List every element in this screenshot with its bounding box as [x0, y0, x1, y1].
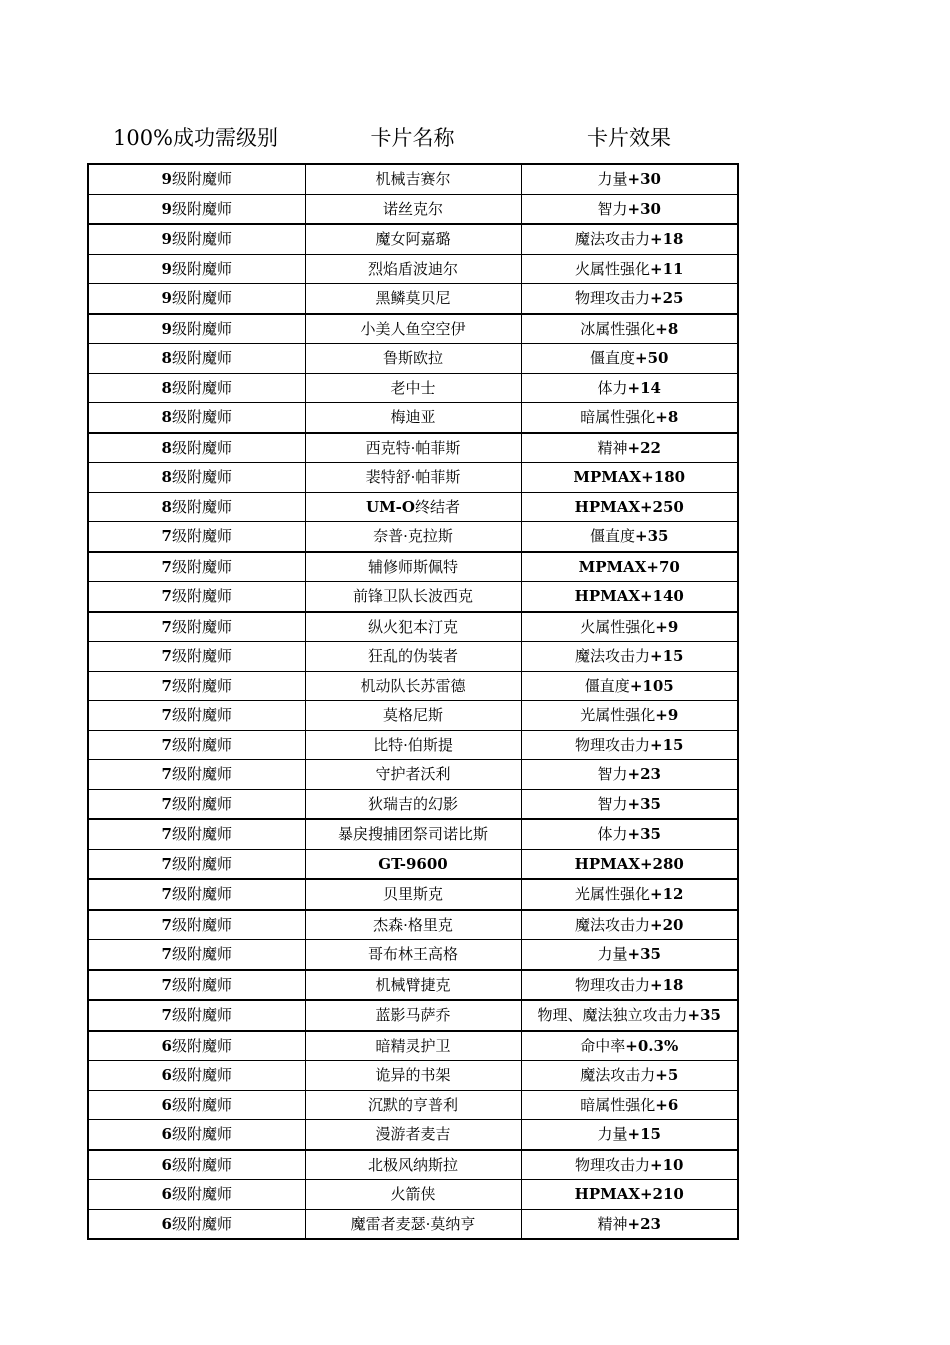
- cell-card-effect: 火属性强化+9: [521, 612, 738, 642]
- cell-card-name: 纵火犯本汀克: [305, 612, 521, 642]
- table-row: [88, 314, 738, 344]
- cell-level: 7级附魔师: [88, 819, 305, 849]
- cell-card-name: 沉默的亨普利: [305, 1090, 521, 1120]
- card-table: [87, 163, 739, 1240]
- table-row: [88, 224, 738, 254]
- cell-level: 8级附魔师: [88, 403, 305, 433]
- cell-card-name: 烈焰盾波迪尔: [305, 254, 521, 284]
- cell-card-effect: 魔法攻击力+20: [521, 910, 738, 940]
- cell-level: 6级附魔师: [88, 1090, 305, 1120]
- table-row: [88, 522, 738, 552]
- cell-card-name: 火箭侠: [305, 1180, 521, 1210]
- table-row: [88, 1180, 738, 1210]
- cell-card-name: 诡异的书架: [305, 1061, 521, 1091]
- cell-card-name: 比特·伯斯提: [305, 730, 521, 760]
- cell-level: 7级附魔师: [88, 910, 305, 940]
- cell-level: 9级附魔师: [88, 194, 305, 224]
- cell-level: 8级附魔师: [88, 373, 305, 403]
- cell-card-effect: 物理攻击力+10: [521, 1150, 738, 1180]
- table-row: [88, 970, 738, 1001]
- cell-level: 6级附魔师: [88, 1120, 305, 1150]
- cell-level: 7级附魔师: [88, 940, 305, 970]
- cell-card-name: 莫格尼斯: [305, 701, 521, 731]
- cell-level: 6级附魔师: [88, 1031, 305, 1061]
- cell-card-name: 诺丝克尔: [305, 194, 521, 224]
- header-card-effect: 卡片效果: [587, 126, 671, 150]
- cell-card-effect: 智力+35: [521, 789, 738, 819]
- cell-level: 6级附魔师: [88, 1150, 305, 1180]
- table-row: [88, 1150, 738, 1180]
- table-row: [88, 760, 738, 790]
- cell-card-name: 狂乱的伪装者: [305, 642, 521, 672]
- cell-card-name: 机械吉赛尔: [305, 164, 521, 194]
- cell-card-effect: 力量+15: [521, 1120, 738, 1150]
- cell-card-effect: MPMAX+70: [521, 552, 738, 582]
- cell-card-effect: 物理攻击力+15: [521, 730, 738, 760]
- cell-card-effect: HPMAX+140: [521, 582, 738, 612]
- table-row: [88, 879, 738, 910]
- cell-card-effect: 暗属性强化+6: [521, 1090, 738, 1120]
- cell-card-name: GT-9600: [305, 849, 521, 879]
- cell-card-name: 守护者沃利: [305, 760, 521, 790]
- cell-level: 7级附魔师: [88, 522, 305, 552]
- cell-level: 7级附魔师: [88, 671, 305, 701]
- cell-card-name: 蓝影马萨乔: [305, 1000, 521, 1031]
- table-row: [88, 433, 738, 463]
- cell-level: 8级附魔师: [88, 344, 305, 374]
- cell-card-effect: 精神+23: [521, 1209, 738, 1239]
- cell-card-name: 奈普·克拉斯: [305, 522, 521, 552]
- header-level: 100%成功需级别: [112, 126, 279, 150]
- cell-level: 7级附魔师: [88, 970, 305, 1001]
- table-row: [88, 1061, 738, 1091]
- cell-level: 7级附魔师: [88, 701, 305, 731]
- table-row: [88, 642, 738, 672]
- cell-card-name: 哥布林王高格: [305, 940, 521, 970]
- cell-level: 9级附魔师: [88, 284, 305, 314]
- cell-level: 7级附魔师: [88, 760, 305, 790]
- table-row: [88, 1120, 738, 1150]
- cell-card-effect: 魔法攻击力+18: [521, 224, 738, 254]
- cell-card-effect: 冰属性强化+8: [521, 314, 738, 344]
- cell-card-name: 北极风纳斯拉: [305, 1150, 521, 1180]
- cell-level: 7级附魔师: [88, 612, 305, 642]
- cell-card-name: 贝里斯克: [305, 879, 521, 910]
- cell-level: 7级附魔师: [88, 849, 305, 879]
- table-row: [88, 849, 738, 879]
- cell-card-effect: HPMAX+250: [521, 492, 738, 522]
- cell-card-effect: 智力+23: [521, 760, 738, 790]
- table-row: [88, 164, 738, 194]
- cell-level: 7级附魔师: [88, 789, 305, 819]
- cell-card-effect: 物理攻击力+18: [521, 970, 738, 1001]
- cell-card-effect: 精神+22: [521, 433, 738, 463]
- table-row: [88, 910, 738, 940]
- cell-card-name: 辅修师斯佩特: [305, 552, 521, 582]
- table-row: [88, 940, 738, 970]
- cell-card-name: 裴特舒·帕菲斯: [305, 463, 521, 493]
- cell-level: 8级附魔师: [88, 492, 305, 522]
- table-row: [88, 612, 738, 642]
- cell-level: 6级附魔师: [88, 1180, 305, 1210]
- table-row: [88, 492, 738, 522]
- cell-card-effect: 物理、魔法独立攻击力+35: [521, 1000, 738, 1031]
- cell-card-effect: 僵直度+50: [521, 344, 738, 374]
- cell-card-effect: 僵直度+105: [521, 671, 738, 701]
- cell-level: 9级附魔师: [88, 224, 305, 254]
- cell-level: 9级附魔师: [88, 164, 305, 194]
- table-row: [88, 1090, 738, 1120]
- cell-card-effect: 暗属性强化+8: [521, 403, 738, 433]
- cell-card-name: 鲁斯欧拉: [305, 344, 521, 374]
- cell-level: 7级附魔师: [88, 582, 305, 612]
- cell-level: 7级附魔师: [88, 552, 305, 582]
- cell-card-name: 西克特·帕菲斯: [305, 433, 521, 463]
- cell-level: 6级附魔师: [88, 1209, 305, 1239]
- table-row: [88, 582, 738, 612]
- cell-card-effect: 光属性强化+12: [521, 879, 738, 910]
- cell-card-effect: 体力+35: [521, 819, 738, 849]
- cell-card-name: 黑鳞莫贝尼: [305, 284, 521, 314]
- table-row: [88, 701, 738, 731]
- cell-level: 9级附魔师: [88, 314, 305, 344]
- cell-card-effect: 光属性强化+9: [521, 701, 738, 731]
- cell-card-name: 机械臂捷克: [305, 970, 521, 1001]
- table-row: [88, 819, 738, 849]
- cell-card-name: 魔雷者麦瑟·莫纳亨: [305, 1209, 521, 1239]
- card-table-body: [88, 164, 738, 1239]
- cell-level: 7级附魔师: [88, 1000, 305, 1031]
- table-row: [88, 1000, 738, 1031]
- table-row: [88, 789, 738, 819]
- table-row: [88, 1031, 738, 1061]
- cell-card-effect: 力量+35: [521, 940, 738, 970]
- cell-level: 7级附魔师: [88, 879, 305, 910]
- table-row: [88, 284, 738, 314]
- cell-card-name: 杰森·格里克: [305, 910, 521, 940]
- cell-level: 8级附魔师: [88, 433, 305, 463]
- cell-level: 8级附魔师: [88, 463, 305, 493]
- cell-card-effect: 僵直度+35: [521, 522, 738, 552]
- table-row: [88, 344, 738, 374]
- cell-card-effect: 力量+30: [521, 164, 738, 194]
- table-row: [88, 403, 738, 433]
- table-row: [88, 671, 738, 701]
- cell-level: 7级附魔师: [88, 730, 305, 760]
- cell-card-effect: HPMAX+280: [521, 849, 738, 879]
- cell-card-name: 暗精灵护卫: [305, 1031, 521, 1061]
- cell-card-effect: 命中率+0.3%: [521, 1031, 738, 1061]
- cell-card-effect: 智力+30: [521, 194, 738, 224]
- cell-card-name: 魔女阿嘉璐: [305, 224, 521, 254]
- cell-card-name: 漫游者麦吉: [305, 1120, 521, 1150]
- cell-card-effect: 体力+14: [521, 373, 738, 403]
- cell-card-name: 狄瑞吉的幻影: [305, 789, 521, 819]
- column-headers: [87, 118, 737, 158]
- cell-card-name: 老中士: [305, 373, 521, 403]
- cell-card-effect: 火属性强化+11: [521, 254, 738, 284]
- cell-card-name: 梅迪亚: [305, 403, 521, 433]
- table-row: [88, 254, 738, 284]
- cell-level: 6级附魔师: [88, 1061, 305, 1091]
- cell-level: 7级附魔师: [88, 642, 305, 672]
- cell-card-effect: 物理攻击力+25: [521, 284, 738, 314]
- table-row: [88, 463, 738, 493]
- cell-card-effect: 魔法攻击力+5: [521, 1061, 738, 1091]
- table-row: [88, 552, 738, 582]
- cell-card-name: UM-O终结者: [305, 492, 521, 522]
- cell-card-name: 前锋卫队长波西克: [305, 582, 521, 612]
- header-card-name: 卡片名称: [370, 126, 455, 150]
- cell-level: 9级附魔师: [88, 254, 305, 284]
- cell-card-name: 机动队长苏雷德: [305, 671, 521, 701]
- table-row: [88, 194, 738, 224]
- table-row: [88, 730, 738, 760]
- cell-card-name: 暴戾搜捕团祭司诺比斯: [305, 819, 521, 849]
- table-row: [88, 373, 738, 403]
- table-row: [88, 1209, 738, 1239]
- cell-card-effect: 魔法攻击力+15: [521, 642, 738, 672]
- cell-card-name: 小美人鱼空空伊: [305, 314, 521, 344]
- cell-card-effect: MPMAX+180: [521, 463, 738, 493]
- cell-card-effect: HPMAX+210: [521, 1180, 738, 1210]
